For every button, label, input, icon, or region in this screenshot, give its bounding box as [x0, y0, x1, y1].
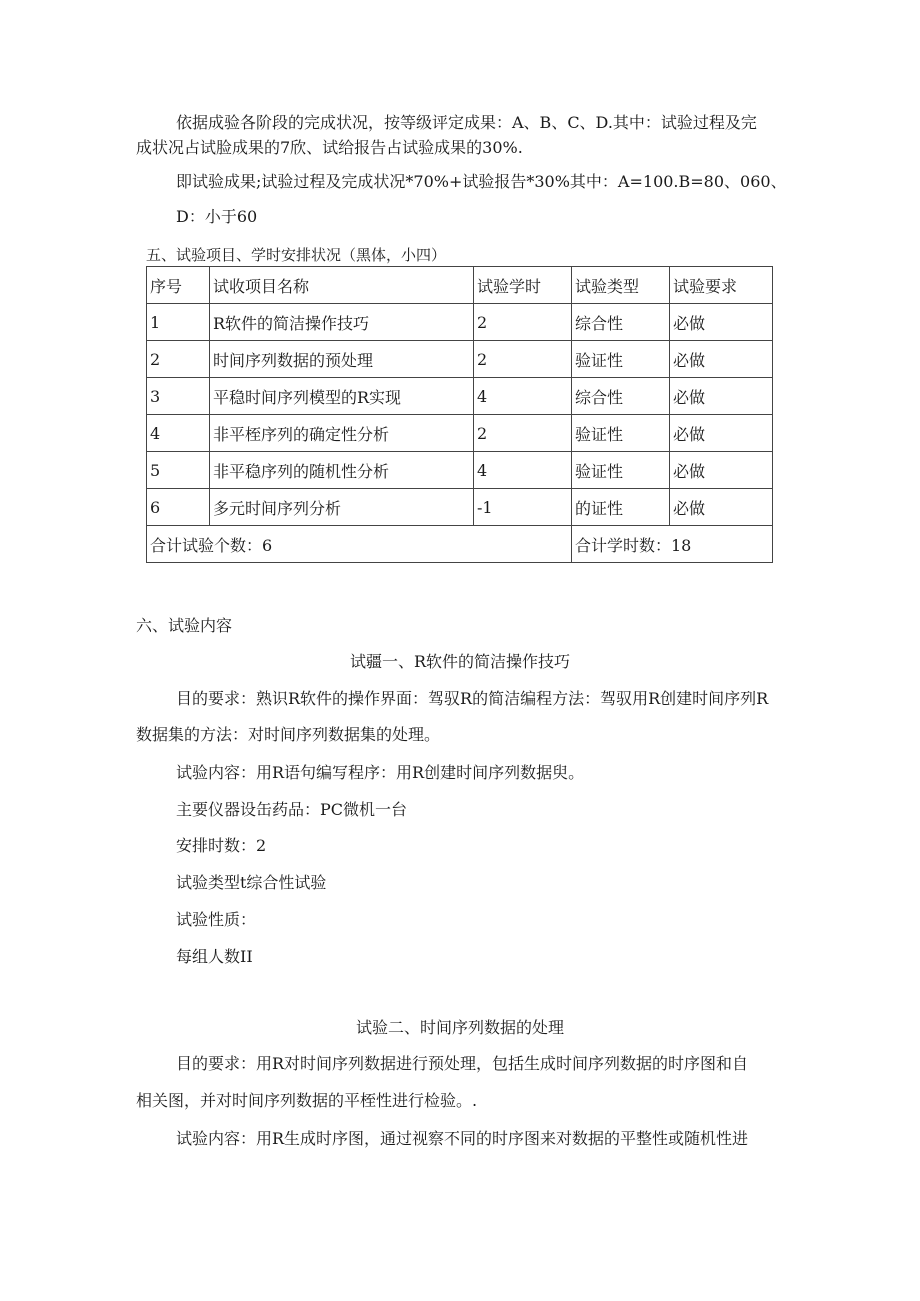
experiment-2-content-line-1: 试验内容：用R生成时序图，通过视察不同的时序图来对数据的平整性或随机性进 [176, 1129, 749, 1148]
experiment-1-group-size: 每组人数II [176, 947, 253, 966]
experiment-1-title: 试疆一、R软件的简洁操作技巧 [349, 652, 571, 671]
experiment-1-goal-line-1: 目的要求：熟识R软件的操作界面：驾驭R的简洁编程方法：驾驭用R创建时间序列R [176, 689, 769, 708]
table-cell: 2 [474, 304, 572, 341]
table-header-row [147, 267, 773, 304]
table-cell: 时间序列数据的预处理 [210, 341, 474, 378]
experiment-1-content: 试验内容：用R语句编写程序：用R创建时间序列数据臾。 [176, 763, 585, 782]
table-cell: 2 [474, 341, 572, 378]
table-cell: 非平稳序列的随机性分析 [210, 452, 474, 489]
table-footer-row [147, 526, 773, 563]
table-cell: 的证性 [572, 489, 670, 526]
header-cell: 试验学时 [474, 267, 572, 304]
table-cell: 综合性 [572, 378, 670, 415]
table-cell: 必做 [670, 489, 773, 526]
experiment-1-nature: 试验性质： [176, 910, 257, 929]
table-cell: 必做 [670, 378, 773, 415]
experiment-2-goal-line-2: 相关图，并对时间序列数据的平桎性进行检验。. [136, 1091, 478, 1110]
experiment-1-goal-line-2: 数据集的方法：对时间序列数据集的处理。 [136, 725, 441, 744]
table-cell: 多元时间序列分析 [210, 489, 474, 526]
table-cell: 6 [147, 489, 210, 526]
table-cell: 2 [474, 415, 572, 452]
table-row [147, 489, 773, 526]
table-cell: 1 [147, 304, 210, 341]
table-row [147, 341, 773, 378]
table-cell: -1 [474, 489, 572, 526]
table-cell: 平稳时间序列模型的R实现 [210, 378, 474, 415]
table-cell: 4 [474, 452, 572, 489]
experiment-1-equipment: 主要仪器设缶药品：PC微机一台 [176, 800, 408, 819]
table-row [147, 415, 773, 452]
total-experiments-cell: 合计试验个数：6 [147, 526, 572, 563]
experiment-1-hours: 安排时数：2 [176, 836, 267, 855]
experiment-2-goal-line-1: 目的要求：用R对时间序列数据进行预处理，包括生成时间序列数据的时序图和自 [176, 1054, 749, 1073]
table-cell: R软件的简洁操作技巧 [210, 304, 474, 341]
intro-paragraph-2-line-1: 即试验成果;试验过程及完成状况*70%+试验报告*30%其中：A=100.B=80、060、 [176, 172, 787, 191]
table-cell: 综合性 [572, 304, 670, 341]
table-cell: 非平桎序列的确定性分析 [210, 415, 474, 452]
header-cell: 序号 [147, 267, 210, 304]
intro-paragraph-1-line-1: 依据成验各阶段的完成状况，按等级评定成果：A、B、C、D.其中：试验过程及完 [176, 113, 757, 132]
table-cell: 验证性 [572, 452, 670, 489]
table-cell: 验证性 [572, 341, 670, 378]
table-cell: 3 [147, 378, 210, 415]
intro-paragraph-2-line-2: D：小于60 [176, 207, 258, 226]
table-cell: 必做 [670, 304, 773, 341]
table-cell: 必做 [670, 415, 773, 452]
table-cell: 5 [147, 452, 210, 489]
table-cell: 2 [147, 341, 210, 378]
intro-paragraph-1-line-2: 成状况占试脸成果的7欣、试给报告占试验成果的30%. [136, 138, 523, 157]
experiment-schedule-table [146, 266, 773, 563]
table-cell: 4 [147, 415, 210, 452]
table-row [147, 378, 773, 415]
header-cell: 试验要求 [670, 267, 773, 304]
total-hours-cell: 合计学时数：18 [572, 526, 773, 563]
table-cell: 验证性 [572, 415, 670, 452]
header-cell: 试收项目名称 [210, 267, 474, 304]
header-cell: 试验类型 [572, 267, 670, 304]
table-row [147, 304, 773, 341]
section-5-heading: 五、试验项目、学时安排状况（黑体，小四） [146, 246, 447, 264]
experiment-1-type: 试验类型t综合性试验 [176, 873, 327, 892]
table-cell: 必做 [670, 452, 773, 489]
table-row [147, 452, 773, 489]
section-6-heading: 六、试验内容 [136, 616, 233, 635]
table-cell: 必做 [670, 341, 773, 378]
table-cell: 4 [474, 378, 572, 415]
experiment-2-title: 试验二、时间序列数据的处理 [355, 1018, 564, 1037]
